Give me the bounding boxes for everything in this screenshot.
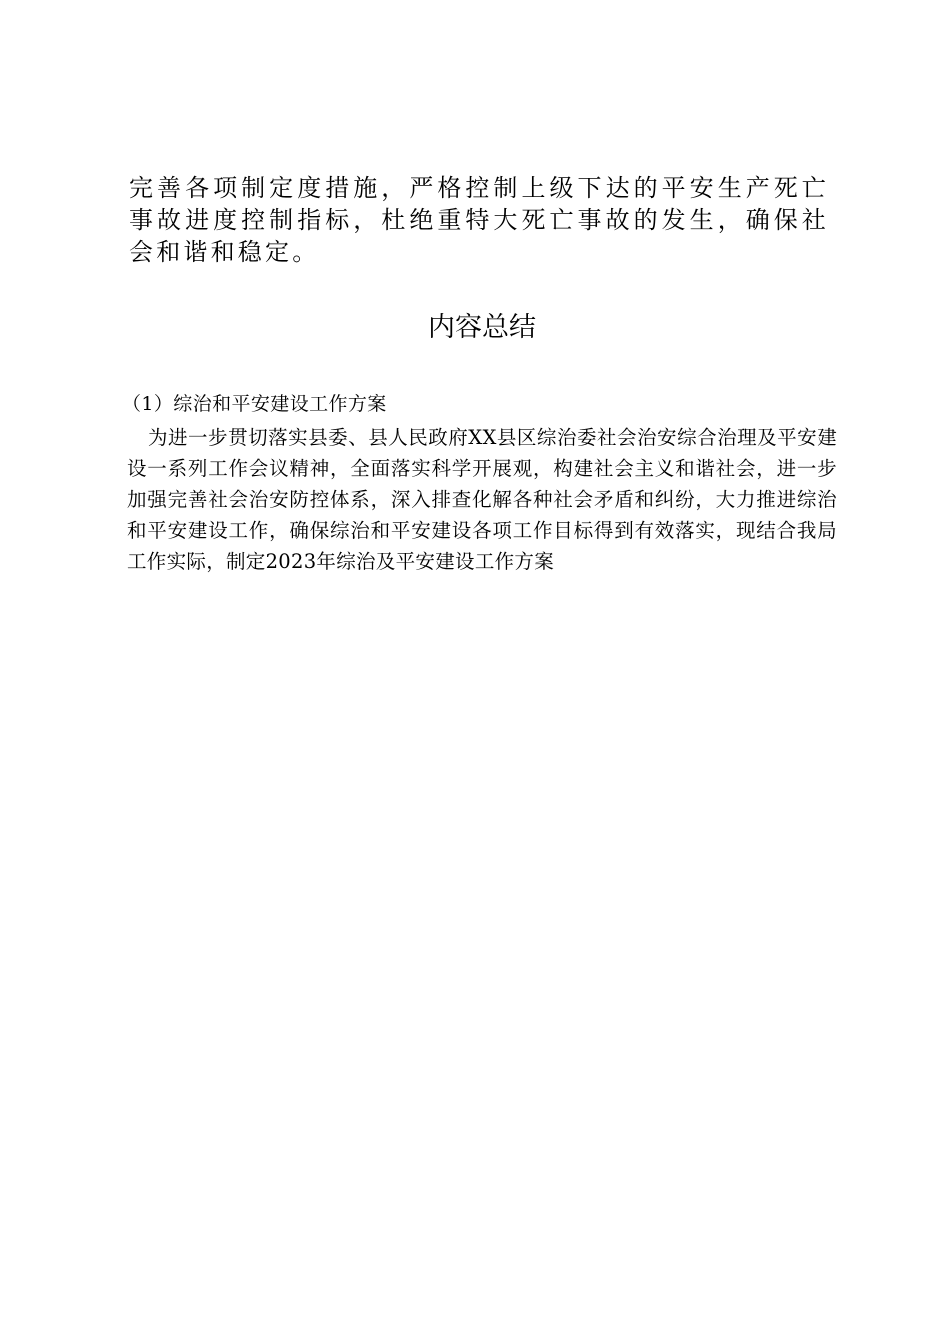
summary-title: 内容总结 — [428, 312, 536, 343]
lead-paragraph: 完善各项制定度措施，严格控制上级下达的平安生产死亡事故进度控制指标，杜绝重特大死亡事故的发生，确保社会和谐和稳定。 — [129, 174, 829, 266]
section-heading: （1）综治和平安建设工作方案 — [122, 393, 387, 415]
body-paragraph: 为进一步贯切落实县委、县人民政府XX县区综治委社会治安综合治理及平安建设一系列工作会议精神，全面落实科学开展观，构建社会主义和谐社会，进一步加强完善社会治安防控体系，深入排查化解各种社会矛盾和纠纷，大力推进综治和平安建设工作，确保综治和平安建设各项工作目标得到有效落实，现结合我局工作实际，制定2023年综治及平安建设工作方案 — [127, 426, 837, 573]
